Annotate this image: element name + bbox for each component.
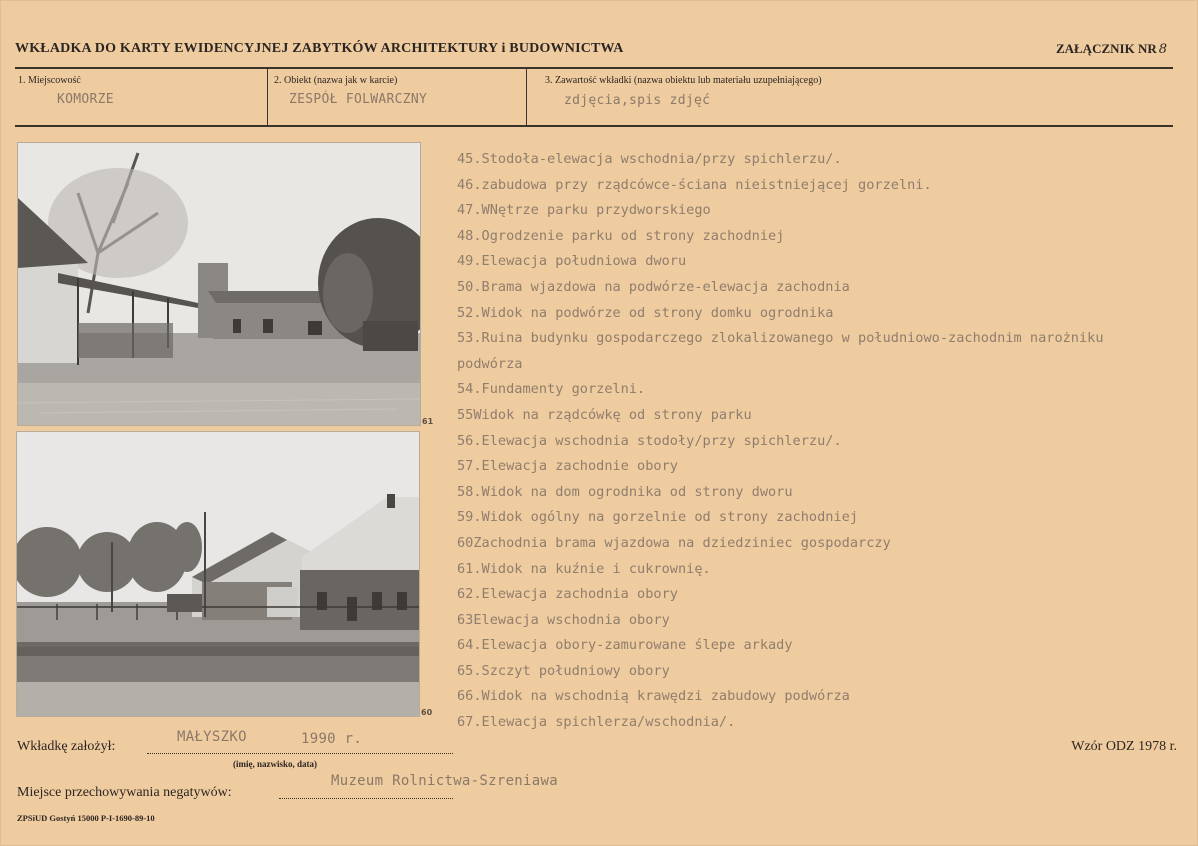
storage-label: Miejsce przechowywania negatywów:: [17, 785, 232, 800]
annex-number: 8: [1158, 42, 1167, 57]
list-item: 56.Elewacja wschodnia stodoły/przy spichlerzu/.: [457, 432, 842, 449]
card-title: WKŁADKA DO KARTY EWIDENCYJNEJ ZABYTKÓW ARCHITEKTURY i BUDOWNICTWA: [15, 41, 624, 56]
list-item: 49.Elewacja południowa dworu: [457, 253, 687, 270]
printer-imprint: ZPSiUD Gostyń 15000 P-I-1690-89-10: [17, 813, 155, 823]
founder-name: MAŁYSZKO: [177, 729, 247, 745]
header-rule-top: [15, 67, 1173, 69]
annex-label: [1056, 41, 1167, 57]
photo-farmyard: [18, 143, 420, 425]
list-item: 62.Elewacja zachodnia obory: [457, 586, 678, 603]
list-item: 61.Widok na kuźnie i cukrownię.: [457, 560, 711, 577]
photo-number-bottom: 60: [421, 708, 433, 717]
form-label: Wzór ODZ 1978 r.: [1071, 739, 1177, 754]
list-item: 58.Widok na dom ogrodnika od strony dworu: [457, 483, 793, 500]
photo-list: [457, 147, 1177, 736]
locality-value: KOMORZE: [57, 92, 114, 107]
contents-value: zdjęcia,spis zdjęć: [564, 93, 711, 108]
list-item: 53.Ruina budynku gospodarczego zlokalizowanego w południowo-zachodnim narożniku podwórza: [457, 330, 1104, 372]
storage-value: Muzeum Rolnictwa-Szreniawa: [331, 773, 558, 789]
founder-label: Wkładkę założył:: [17, 739, 116, 754]
founder-year: 1990 r.: [301, 731, 363, 747]
list-item: 57.Elewacja zachodnie obory: [457, 458, 678, 475]
list-item: 46.zabudowa przy rządcówce-ściana nieistniejącej gorzelni.: [457, 176, 932, 193]
list-item: 47.WNętrze parku przydworskiego: [457, 202, 711, 219]
storage-line: [279, 798, 453, 799]
list-item: 65.Szczyt południowy obory: [457, 662, 670, 679]
photo-barns: [17, 432, 419, 716]
list-item: 60Zachodnia brama wjazdowa na dziedziniec gospodarczy: [457, 534, 891, 551]
barns-image: [17, 432, 419, 716]
field-divider-2: [526, 69, 527, 125]
list-item: 54.Fundamenty gorzelni.: [457, 381, 646, 398]
header-rule-bottom: [15, 125, 1173, 127]
field-divider-1: [267, 69, 268, 125]
list-item: 45.Stodoła-elewacja wschodnia/przy spichlerzu/.: [457, 151, 842, 167]
list-item: 55Widok na rządcówkę od strony parku: [457, 406, 752, 423]
locality-label: 1. Miejscowość: [18, 75, 81, 86]
list-item: 59.Widok ogólny na gorzelnie od strony zachodniej: [457, 509, 859, 526]
list-item: 66.Widok na wschodnią krawędzi zabudowy podwórza: [457, 688, 850, 705]
farmyard-image: [18, 143, 420, 425]
object-label: 2. Obiekt (nazwa jak w karcie): [274, 75, 398, 86]
list-item: 52.Widok na podwórze od strony domku ogrodnika: [457, 304, 834, 321]
list-item: 67.Elewacja spichlerza/wschodnia/.: [457, 714, 736, 731]
founder-hint: (imię, nazwisko, data): [233, 759, 317, 769]
list-item: 50.Brama wjazdowa na podwórze-elewacja zachodnia: [457, 278, 850, 295]
object-value: ZESPÓŁ FOLWARCZNY: [289, 92, 428, 107]
photo-number-top: 61: [422, 417, 434, 426]
list-item: 64.Elewacja obory-zamurowane ślepe arkady: [457, 637, 793, 654]
annex-label-text: ZAŁĄCZNIK NR: [1055, 41, 1157, 56]
founder-line: [147, 753, 453, 754]
contents-label: 3. Zawartość wkładki (nazwa obiektu lub materiału uzupełniającego): [545, 75, 822, 86]
list-item: 63Elewacja wschodnia obory: [457, 611, 670, 628]
list-item: 48.Ogrodzenie parku od strony zachodniej: [457, 227, 785, 244]
